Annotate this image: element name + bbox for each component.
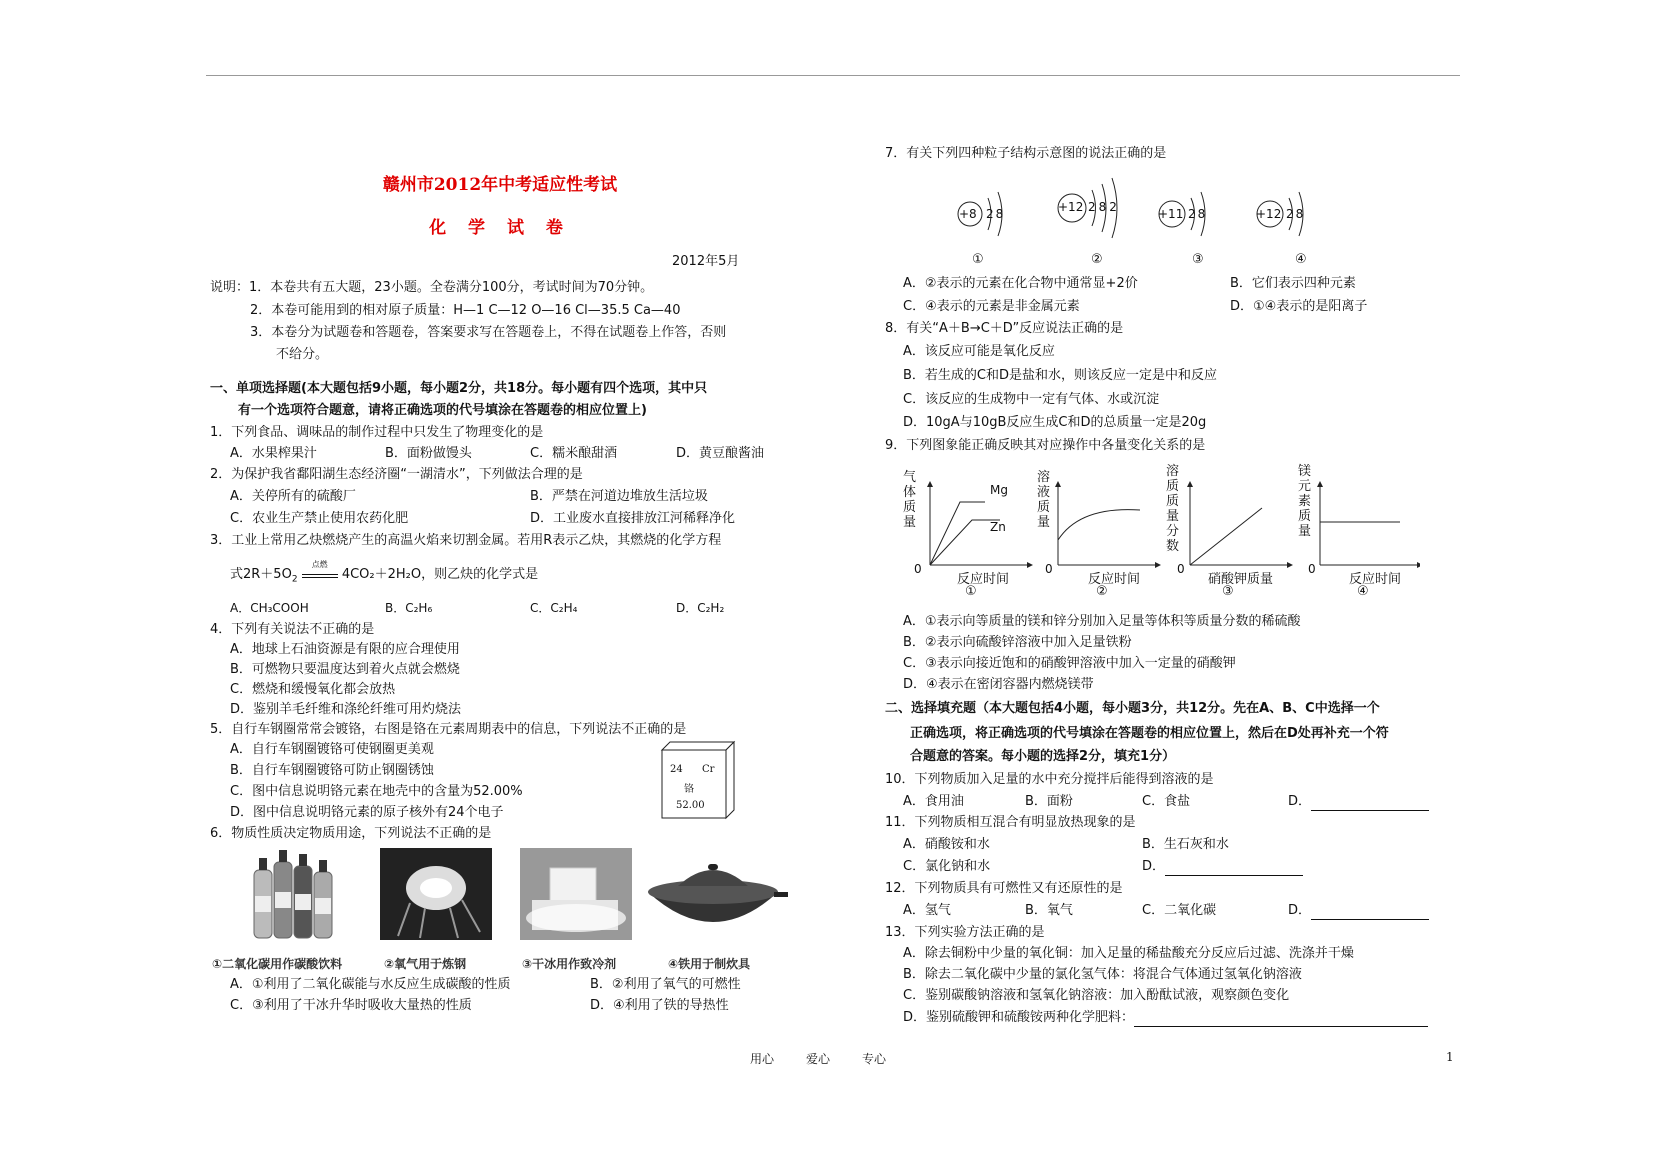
graph-1-label: ① (965, 584, 977, 599)
section1-heading-a: 一、单项选择题(本大题包括9小题，每小题2分，共18分。每小题有四个选项，其中只 (210, 381, 708, 396)
q3-eq-pre: 式2R＋5O (230, 567, 292, 582)
graph-3-line (1190, 508, 1262, 565)
q3-option-a: A．CH₃COOH (230, 601, 309, 615)
q12-option-b: B．氧气 (1025, 903, 1073, 918)
q5-option-c: C．图中信息说明铬元素在地壳中的含量为52.00% (230, 784, 523, 799)
q9-option-d: D．④表示在密闭容器内燃烧镁带 (903, 677, 1094, 692)
q2-option-c: C．农业生产禁止使用农药化肥 (230, 511, 409, 526)
graph-2-curve (1058, 510, 1140, 540)
q3-option-c: C．C₂H₄ (530, 601, 578, 615)
q6-caption-1: ①二氧化碳用作碳酸饮料 (212, 957, 343, 971)
element-number: 24 (670, 764, 683, 775)
graph-1-ylabel: 气体质量 (903, 470, 917, 530)
q12-option-a: A．氢气 (903, 903, 951, 918)
q8-option-d: D．10gA与10gB反应生成C和D的总质量一定是20g (903, 415, 1207, 430)
particle-4-shells: 28 (1286, 207, 1306, 221)
q2-stem: 2．为保护我省鄱阳湖生态经济圈“一湖清水”，下列做法合理的是 (210, 467, 583, 482)
q3-eq-post: 4CO₂＋2H₂O，则乙炔的化学式是 (341, 567, 539, 582)
footer-motto-1: 用心 (750, 1052, 775, 1066)
q11-option-d-label: D． (1142, 859, 1166, 874)
element-name: 铬 (684, 784, 694, 795)
graph-2-xlabel: 反应时间 (1088, 572, 1141, 587)
q1-option-a: A．水果榨果汁 (230, 446, 317, 461)
instruction-1: 说明：1．本卷共有五大题，23小题。全卷满分100分，考试时间为70分钟。 (210, 280, 654, 295)
q13-option-b: B．除去二氧化碳中少量的氯化氢气体：将混合气体通过氢氧化钠溶液 (903, 967, 1302, 982)
q10-option-a: A．食用油 (903, 794, 964, 809)
graph-3-label: ③ (1222, 584, 1234, 599)
q12-stem: 12．下列物质具有可燃性又有还原性的是 (885, 881, 1123, 896)
instruction-3a: 3．本卷分为试题卷和答题卷，答案要求写在答题卷上，不得在试题卷上作答，否则 (250, 325, 727, 340)
q11-answer-blank[interactable] (1165, 863, 1303, 876)
graph-3-xlabel: 硝酸钾质量 (1208, 572, 1274, 587)
q12-option-d-label: D． (1288, 903, 1312, 918)
q13-option-c: C．鉴别碳酸钠溶液和氢氧化钠溶液：加入酚酞试液，观察颜色变化 (903, 988, 1290, 1003)
q4-option-c: C．燃烧和缓慢氧化都会放热 (230, 682, 396, 697)
q9-option-c: C．③表示向接近饱和的硝酸钾溶液中加入一定量的硝酸钾 (903, 656, 1236, 671)
q9-option-a: A．①表示向等质量的镁和锌分别加入足量等体积等质量分数的稀硫酸 (903, 614, 1301, 629)
q5-option-d: D．图中信息说明铬元素的原子核外有24个电子 (230, 805, 504, 820)
q5-stem: 5．自行车钢圈常常会镀铬，右图是铬在元素周期表中的信息，下列说法不正确的是 (210, 722, 687, 737)
q12-option-d (1288, 902, 1429, 920)
q10-option-d (1288, 793, 1429, 811)
q3-stem: 3．工业上常用乙炔燃烧产生的高温火焰来切割金属。若用R表示乙炔，其燃烧的化学方程 (210, 533, 722, 548)
q13-option-d-label: D．鉴别硫酸钾和硫酸铵两种化学肥料： (903, 1010, 1135, 1025)
q6-caption-3: ③干冰用作致冷剂 (522, 957, 617, 971)
section2-heading-b: 正确选项，将正确选项的代号填涂在答题卷的相应位置上，然后在D处再补充一个符 (910, 726, 1389, 741)
q7-option-c: C．④表示的元素是非金属元素 (903, 299, 1080, 314)
dry-ice-image (520, 848, 632, 940)
wok-image (638, 862, 788, 942)
page-number: 1 (1446, 1050, 1454, 1064)
exam-title: 赣州市2012年中考适应性考试 (382, 175, 618, 195)
q6-option-d: D．④利用了铁的导热性 (590, 998, 729, 1013)
q13-option-a: A．除去铜粉中少量的氧化铜：加入足量的稀盐酸充分反应后过滤、洗涤并干燥 (903, 946, 1354, 961)
particle-3-nucleus: +11 (1158, 207, 1184, 221)
q7-stem: 7．有关下列四种粒子结构示意图的说法正确的是 (885, 146, 1167, 161)
particle-2-shells: 282 (1088, 200, 1120, 214)
q6-caption-4: ④铁用于制炊具 (668, 957, 751, 971)
q7-option-d: D．①④表示的是阳离子 (1230, 299, 1368, 314)
graph-4-xlabel: 反应时间 (1349, 572, 1402, 587)
q1-option-d: D．黄豆酿酱油 (676, 446, 765, 461)
q12-option-c: C．二氧化碳 (1142, 903, 1217, 918)
q12-answer-blank[interactable] (1311, 907, 1429, 920)
section1-heading-b: 有一个选项符合题意，请将正确选项的代号填涂在答题卷的相应位置上) (238, 403, 647, 418)
q9-option-b: B．②表示向硫酸锌溶液中加入足量铁粉 (903, 635, 1132, 650)
q11-option-c: C．氯化钠和水 (903, 859, 991, 874)
graph-2 (1058, 482, 1160, 565)
graph-4-origin: 0 (1308, 562, 1316, 576)
q6-caption-2: ②氧气用于炼钢 (384, 957, 467, 971)
graph-2-ylabel: 溶液质量 (1037, 470, 1051, 530)
q3-option-b: B．C₂H₆ (385, 601, 433, 615)
header-rule (206, 75, 1460, 76)
footer-motto-3: 专心 (862, 1052, 887, 1066)
q5-option-a: A．自行车钢圈镀铬可使钢圈更美观 (230, 742, 434, 757)
q9-stem: 9．下列图象能正确反映其对应操作中各量变化关系的是 (885, 438, 1206, 453)
graph-4-label: ④ (1357, 584, 1369, 599)
graph-1-series-zn: Zn (990, 520, 1006, 534)
q2-option-d: D．工业废水直接排放江河稀释净化 (530, 511, 736, 526)
steelmaking-image (380, 848, 492, 940)
q10-stem: 10．下列物质加入足量的水中充分搅拌后能得到溶液的是 (885, 772, 1214, 787)
graph-2-origin: 0 (1045, 562, 1053, 576)
q6-option-a: A．①利用了二氧化碳能与水反应生成碳酸的性质 (230, 977, 511, 992)
q7-option-a: A．②表示的元素在化合物中通常显+2价 (903, 276, 1138, 291)
soda-bottles-image (250, 848, 340, 940)
particle-2-nucleus: +12 (1058, 200, 1084, 214)
footer-motto-2: 爱心 (806, 1052, 831, 1066)
graph-3 (1190, 482, 1292, 565)
q3-option-d: D．C₂H₂ (676, 601, 725, 615)
particle-1-shells: 28 (986, 207, 1006, 221)
q13-stem: 13．下列实验方法正确的是 (885, 925, 1045, 940)
section2-heading-c: 合题意的答案。每小题的选择2分，填充1分） (910, 749, 1176, 764)
section2-heading-a: 二、选择填充题（本大题包括4小题，每小题3分，共12分。先在A、B、C中选择一个 (885, 701, 1380, 716)
particle-1-nucleus: +8 (959, 207, 977, 221)
q10-answer-blank[interactable] (1311, 798, 1429, 811)
graph-3-origin: 0 (1177, 562, 1185, 576)
particle-3-shells: 28 (1188, 207, 1208, 221)
graph-3-ylabel: 溶质质量分数 (1166, 464, 1180, 554)
graph-1-origin: 0 (914, 562, 922, 576)
q6-option-b: B．②利用了氧气的可燃性 (590, 977, 741, 992)
q4-option-b: B．可燃物只要温度达到着火点就会燃烧 (230, 662, 460, 677)
q1-stem: 1．下列食品、调味品的制作过程中只发生了物理变化的是 (210, 425, 544, 440)
graph-1-xlabel: 反应时间 (957, 572, 1010, 587)
element-symbol: Cr (702, 764, 715, 775)
particle-2-label: ② (1091, 252, 1103, 267)
q6-stem: 6．物质性质决定物质用途，下列说法不正确的是 (210, 826, 492, 841)
instruction-3b: 不给分。 (276, 347, 329, 362)
q4-option-d: D．鉴别羊毛纤维和涤纶纤维可用灼烧法 (230, 702, 462, 717)
q13-option-d (903, 1009, 1428, 1027)
q10-option-d-label: D． (1288, 794, 1312, 809)
q11-stem: 11．下列物质相互混合有明显放热现象的是 (885, 815, 1136, 830)
q3-eq-arrow (302, 560, 338, 578)
q6-option-c: C．③利用了干冰升华时吸收大量热的性质 (230, 998, 472, 1013)
q4-stem: 4．下列有关说法不正确的是 (210, 622, 375, 637)
q10-option-b: B．面粉 (1025, 794, 1073, 809)
q1-option-b: B．面粉做馒头 (385, 446, 472, 461)
q9-graphs (900, 470, 1420, 580)
graph-1 (930, 482, 1032, 565)
q1-option-c: C．糯米酿甜酒 (530, 446, 618, 461)
particle-4-label: ④ (1295, 252, 1307, 267)
graph-4-ylabel: 镁元素质量 (1298, 464, 1312, 539)
q3-equation: 式$2R+5O_2$ 点燃 4CO₂＋2H₂O，则乙炔的化学式是 (230, 566, 538, 589)
element-mass: 52.00 (676, 800, 705, 811)
graph-4 (1320, 482, 1420, 565)
q10-option-c: C．食盐 (1142, 794, 1191, 809)
exam-date: 2012年5月 (672, 254, 740, 269)
q11-option-b: B．生石灰和水 (1142, 837, 1229, 852)
particle-3-label: ③ (1192, 252, 1204, 267)
q8-option-c: C．该反应的生成物中一定有气体、水或沉淀 (903, 392, 1160, 407)
q4-option-a: A．地球上石油资源是有限的应合理使用 (230, 642, 460, 657)
q13-answer-blank[interactable] (1134, 1014, 1428, 1027)
graph-1-series-mg: Mg (990, 483, 1008, 497)
exam-subtitle: 化 学 试 卷 (429, 218, 571, 238)
q7-option-b: B．它们表示四种元素 (1230, 276, 1356, 291)
q2-option-a: A．关停所有的硫酸厂 (230, 489, 356, 504)
q11-option-a: A．硝酸铵和水 (903, 837, 990, 852)
particle-1-label: ① (972, 252, 984, 267)
graph-2-label: ② (1096, 584, 1108, 599)
q3-eq-condition: 点燃 (311, 560, 328, 569)
q11-option-d (1142, 858, 1303, 876)
q8-option-b: B．若生成的C和D是盐和水，则该反应一定是中和反应 (903, 368, 1218, 383)
q8-option-a: A．该反应可能是氧化反应 (903, 344, 1055, 359)
particle-4-nucleus: +12 (1256, 207, 1282, 221)
q8-stem: 8．有关“A＋B→C＋D”反应说法正确的是 (885, 321, 1124, 336)
instruction-2: 2．本卷可能用到的相对原子质量：H—1 C—12 O—16 Cl—35.5 Ca—40 (250, 303, 681, 318)
q2-option-b: B．严禁在河道边堆放生活垃圾 (530, 489, 708, 504)
q5-option-b: B．自行车钢圈镀铬可防止钢圈锈蚀 (230, 763, 434, 778)
